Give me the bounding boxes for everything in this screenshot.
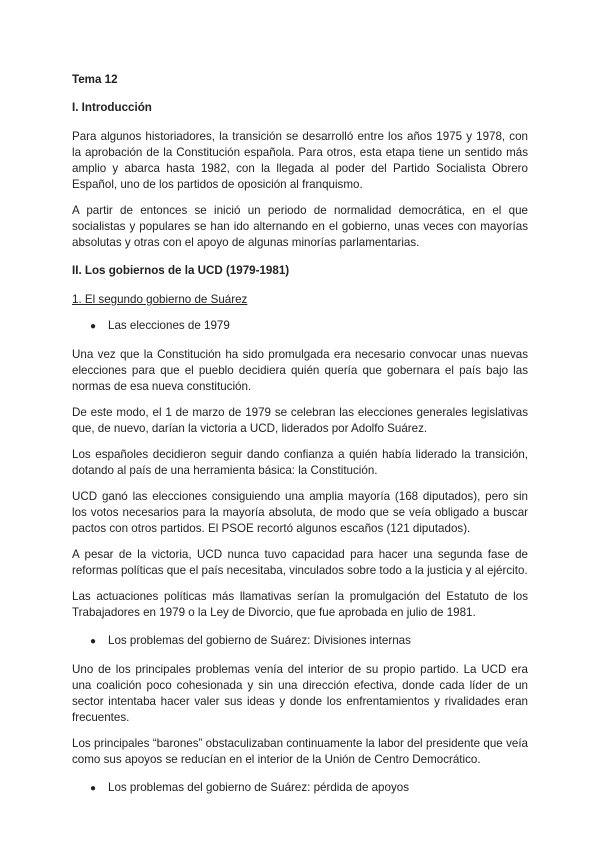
- paragraph-4: De este modo, el 1 de marzo de 1979 se celebran las elecciones generales legislativas que, de nuevo, darían la victoria a UCD, liderados por Adolfo Suárez.: [72, 406, 528, 435]
- paragraph-9: Uno de los principales problemas venía del interior de su propio partido. La UCD era una coalición poco cohesionada y sin una dirección efectiva, donde cada líder de un sector intentaba hacer valer sus ideas y donde los enfrentamientos y rivalidades eran frecuentes.: [72, 663, 528, 724]
- bullet-item-elecciones: [90, 318, 528, 335]
- paragraph-10: Los principales “barones” obstaculizaban continuamente la labor del presidente que veía como sus apoyos se reducían en el interior de la Unión de Centro Democrático.: [72, 737, 528, 766]
- bullet-icon: ●: [90, 636, 97, 647]
- paragraph-5: Los españoles decidieron seguir dando confianza a quién había liderado la transición, dotando al país de una herramienta básica: la Constitución.: [72, 448, 528, 477]
- paragraph-intro-1: Para algunos historiadores, la transición se desarrolló entre los años 1975 y 1978, con la aprobación de la Constitución española. Para otros, esta etapa tiene un sentido más amplio y abarca hasta 1982, con la llegada al poder del Partido Socialista Obrero Español, uno de los partidos de oposición al franquismo.: [72, 130, 528, 191]
- bullet-text: Los problemas del gobierno de Suárez: Divisiones internas: [108, 634, 411, 647]
- bullet-icon: ●: [90, 321, 97, 332]
- paragraph-3: Una vez que la Constitución ha sido promulgada era necesario convocar unas nuevas elecciones para que el pueblo decidiera quién quería que gobernara el país bajo las normas de esa nueva constitución.: [72, 348, 528, 393]
- bullet-icon: ●: [90, 783, 97, 794]
- paragraph-6: UCD ganó las elecciones consiguiendo una amplia mayoría (168 diputados), pero sin los votos necesarios para la mayoría absoluta, de modo que se veía obligado a buscar pactos con otros partidos. El PSOE recortó algunos escaños (121 diputados).: [72, 490, 528, 535]
- paragraph-8: Las actuaciones políticas más llamativas serían la promulgación del Estatuto de los Trabajadores en 1979 o la Ley de Divorcio, que fue aprobada en julio de 1981.: [72, 590, 528, 619]
- bullet-text: Las elecciones de 1979: [108, 319, 230, 332]
- topic-title: Tema 12: [72, 73, 118, 86]
- bullet-text: Los problemas del gobierno de Suárez: pérdida de apoyos: [108, 781, 409, 794]
- bullet-item-divisiones: [90, 633, 528, 650]
- paragraph-intro-2: A partir de entonces se inició un periodo de normalidad democrática, en el que socialistas y populares se han ido alternando en el gobierno, unas veces con mayorías absolutas y otras con el apoyo de algunas minorías parlamentarias.: [72, 204, 528, 249]
- document-body: [72, 72, 528, 809]
- bullet-item-perdida-apoyos: [90, 780, 528, 797]
- subsection-heading-segundo-gobierno: 1. El segundo gobierno de Suárez: [72, 293, 248, 306]
- section-heading-gobiernos-ucd: II. Los gobiernos de la UCD (1979-1981): [72, 264, 290, 277]
- section-heading-introduccion: I. Introducción: [72, 101, 152, 114]
- paragraph-7: A pesar de la victoria, UCD nunca tuvo capacidad para hacer una segunda fase de reformas políticas que el país necesitaba, vinculados sobre todo a la justicia y al ejército.: [72, 548, 528, 577]
